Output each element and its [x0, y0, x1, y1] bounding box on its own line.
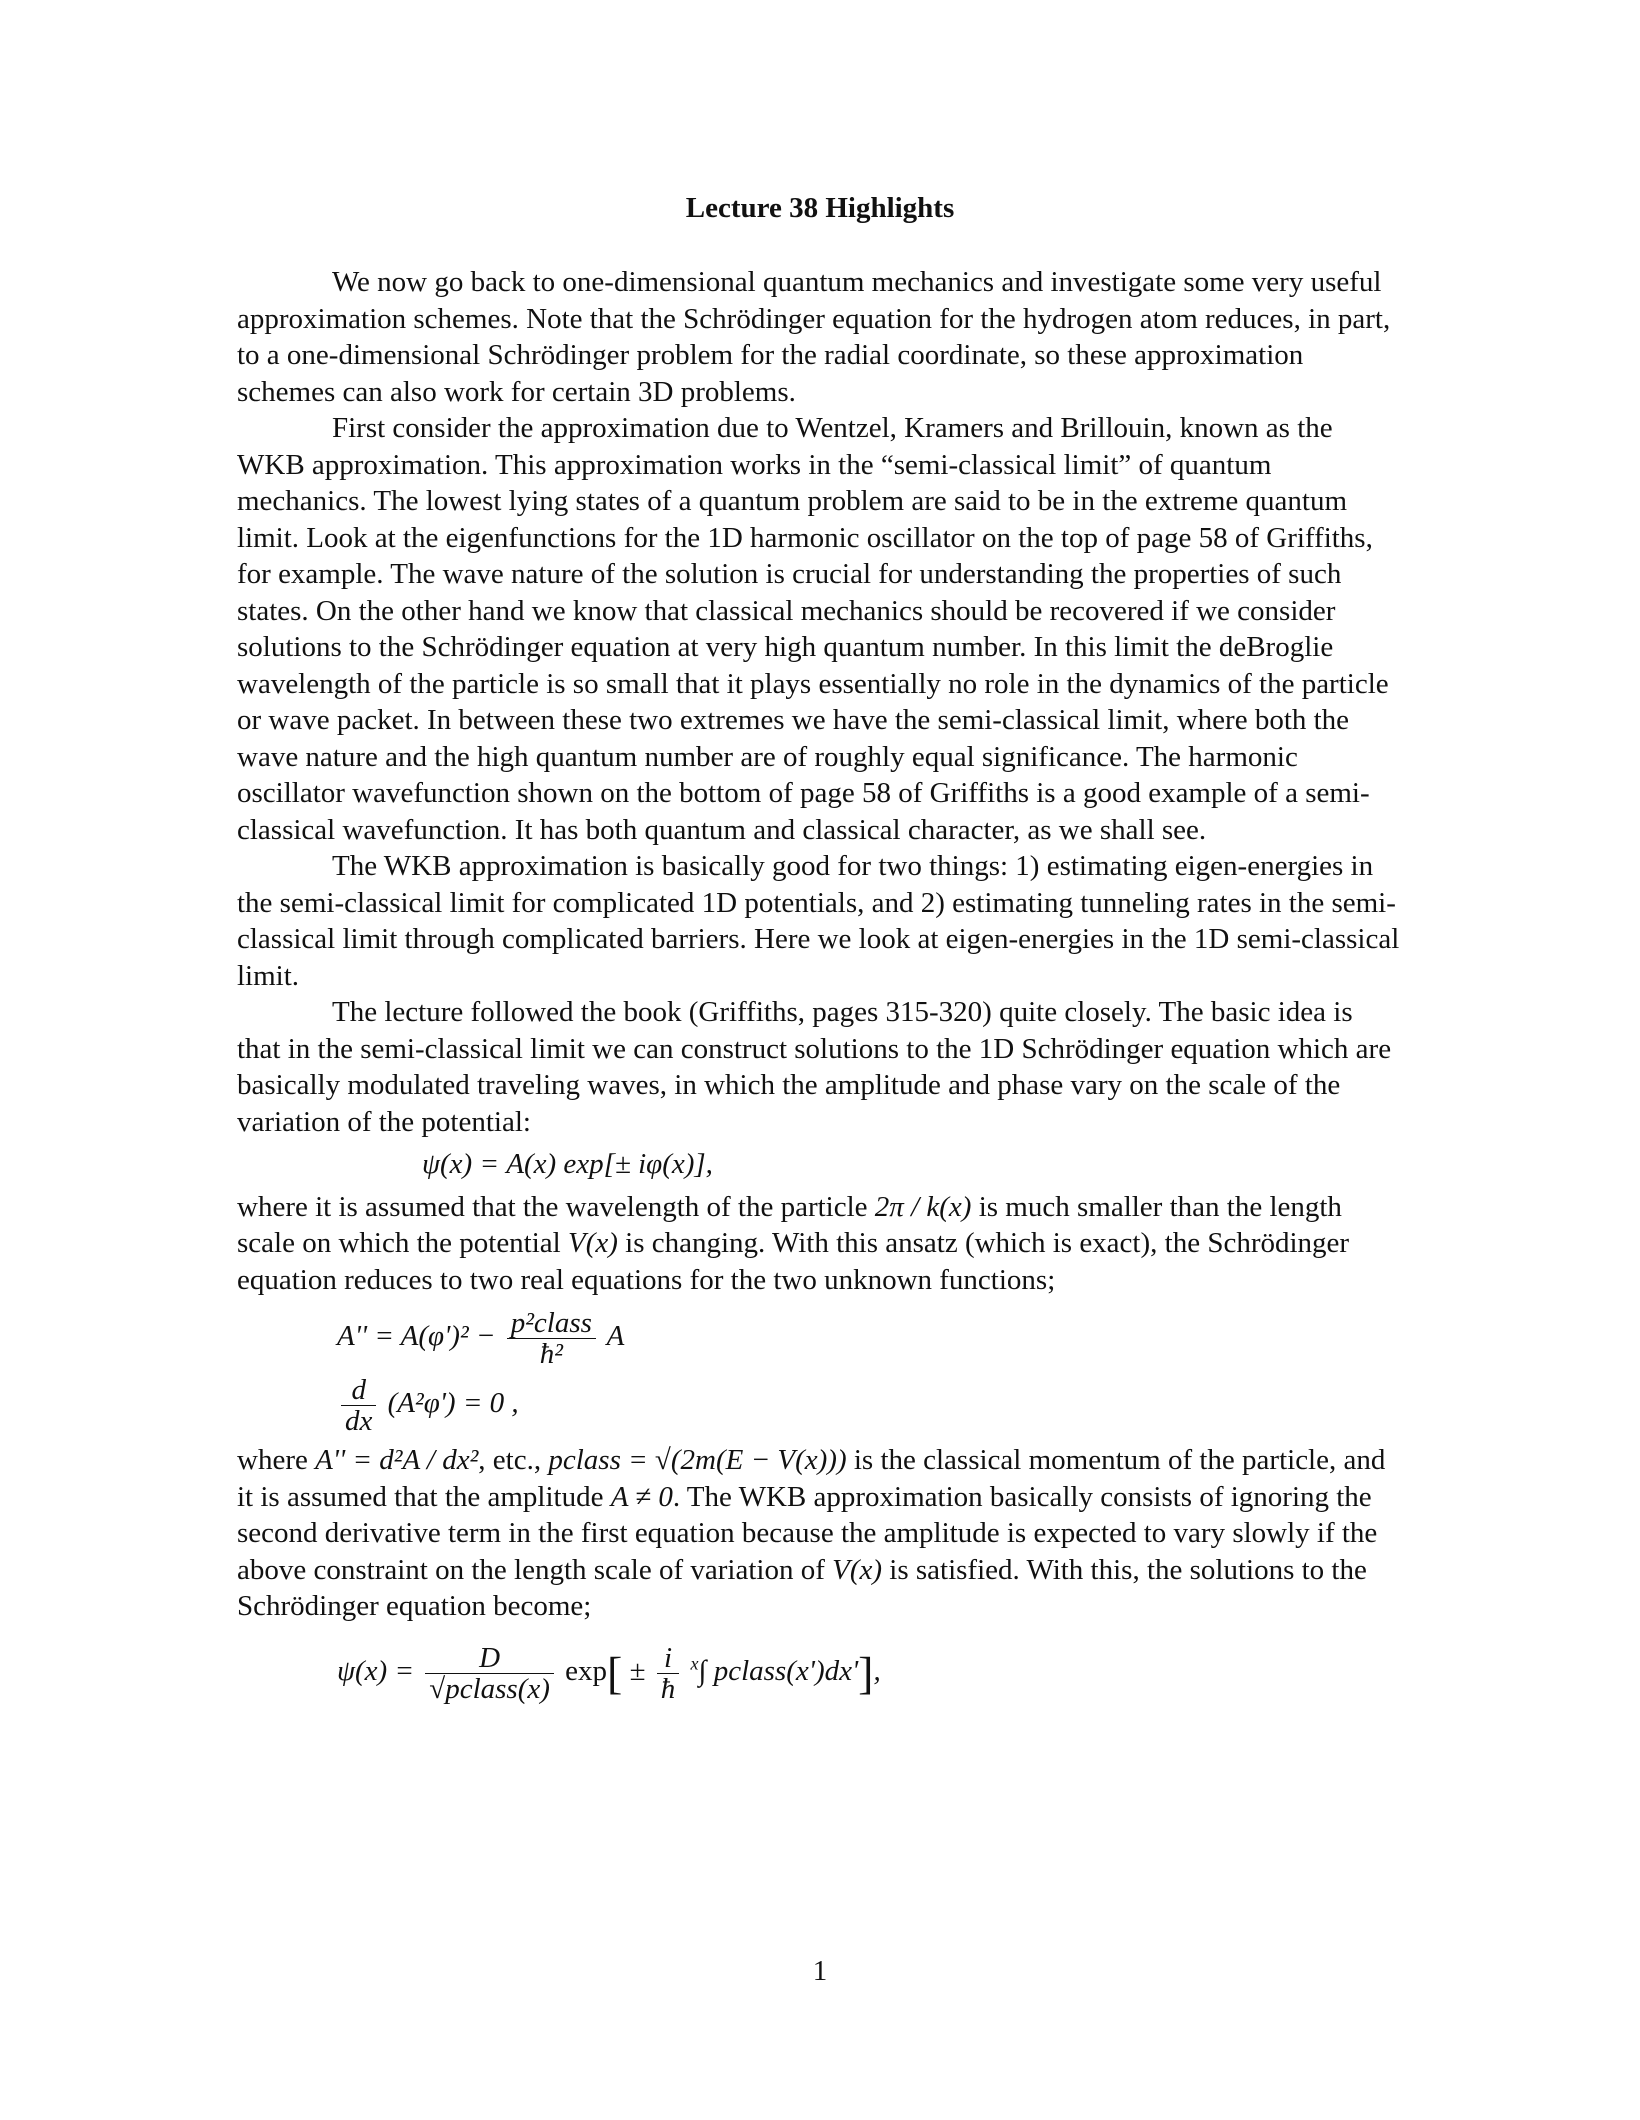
i-over-hbar-fraction: $\frac{i}{ħ}$: [657, 1643, 680, 1704]
paragraph-4: The lecture followed the book (Griffiths, pages 315-320) quite closely. The basic idea is that in the semi-classical limit we can construct solutions to the 1D Schrödinger equation which are basically modulated traveling waves, in which the amplitude and phase vary on the scale of the variation of the potential:: [237, 996, 1392, 1138]
wavelength-expr: 2π / k(x): [874, 1190, 972, 1223]
momentum-integral: ∫ pclass(x')dx': [698, 1654, 859, 1687]
paragraph-1: We now go back to one-dimensional quantum mechanics and investigate some very useful approximation schemes. Note that the Schrödinger equation for the hydrogen atom reduces, in part, to a one-dimensional Schrödinger problem for the radial coordinate, so these approximation schemes can also work for certain 3D problems.: [237, 266, 1391, 408]
equation-phase: $\frac{d}{dx}$ (A²φ') = 0 ,: [337, 1375, 1402, 1436]
derivative-fraction: $\frac{d}{dx}$: [341, 1375, 376, 1436]
potential-expr: V(x): [567, 1227, 618, 1259]
paragraph-2: First consider the approximation due to Wentzel, Kramers and Brillouin, known as the WKB approximation. This approximation works in the “semi-classical limit” of quantum mechanics. The lowest lying states of a quantum problem are said to be in the extreme quantum limit. Look at the eigenfunctions for the 1D harmonic oscillator on the top of page 58 of Griffiths, for example. The wave nature of the solution is crucial for understanding the properties of such states. On the other hand we know that classical mechanics should be recovered if we consider solutions to the Schrödinger equation at very high quantum number. In this limit the deBroglie wavelength of the particle is so small that it plays essentially no role in the dynamics of the particle or wave packet. In between these two extremes we have the semi-classical limit, where both the wave nature and the high quantum number are of roughly equal significance. The harmonic oscillator wavefunction shown on the bottom of page 58 of Griffiths is a good example of a semi-classical wavefunction. It has both quantum and classical character, as we shall see.: [237, 412, 1389, 846]
page-title: Lecture 38 Highlights: [685, 192, 955, 224]
paragraph-5: where it is assumed that the wavelength of the particle 2π / k(x) is much smaller than the length scale on which the potential V(x) is changing. With this ansatz (which is exact), the Schrödinger equation reduces to two real equations for the two unknown functions;: [237, 1190, 1350, 1296]
classical-momentum-expr: pclass = √(2m(E − V(x))): [548, 1444, 847, 1476]
momentum-fraction: $\frac{\text{p²class}}{\text{ħ²}}$: [507, 1308, 596, 1369]
equation-wkb-solution: ψ(x) = $\frac{D}{\text{√pclass(x)}}$ exp[ ± $\frac{i}{ħ}$ $^x$∫ pclass(x')dx'],: [337, 1641, 881, 1705]
page-number: 1: [812, 1955, 828, 1987]
equation-amplitude: A'' = A(φ')² − $\frac{\text{p²class}}{\text{ħ²}}$ A: [337, 1307, 625, 1370]
amplitude-fraction: $\frac{D}{\text{√pclass(x)}}$: [425, 1643, 554, 1704]
equation-wavefunction-ansatz: ψ(x) = A(x) exp[± iφ(x)],: [422, 1148, 713, 1180]
paragraph-6: where A'' = d²A / dx², etc., pclass = √(2m(E − V(x))) is the classical momentum of the particle, and it is assumed that the amplitude A ≠ 0. The WKB approximation basically consists of ignoring the second derivative term in the first equation because the amplitude is expected to vary slowly if the above constraint on the length scale of variation of V(x) is satisfied. With this, the solutions to the Schrödinger equation become;: [237, 1444, 1386, 1622]
body-text: [237, 264, 1402, 1710]
paragraph-3: The WKB approximation is basically good for two things: 1) estimating eigen-energies in the semi-classical limit for complicated 1D potentials, and 2) estimating tunneling rates in the semi-classical limit through complicated barriers. Here we look at eigen-energies in the 1D semi-classical limit.: [237, 850, 1400, 992]
